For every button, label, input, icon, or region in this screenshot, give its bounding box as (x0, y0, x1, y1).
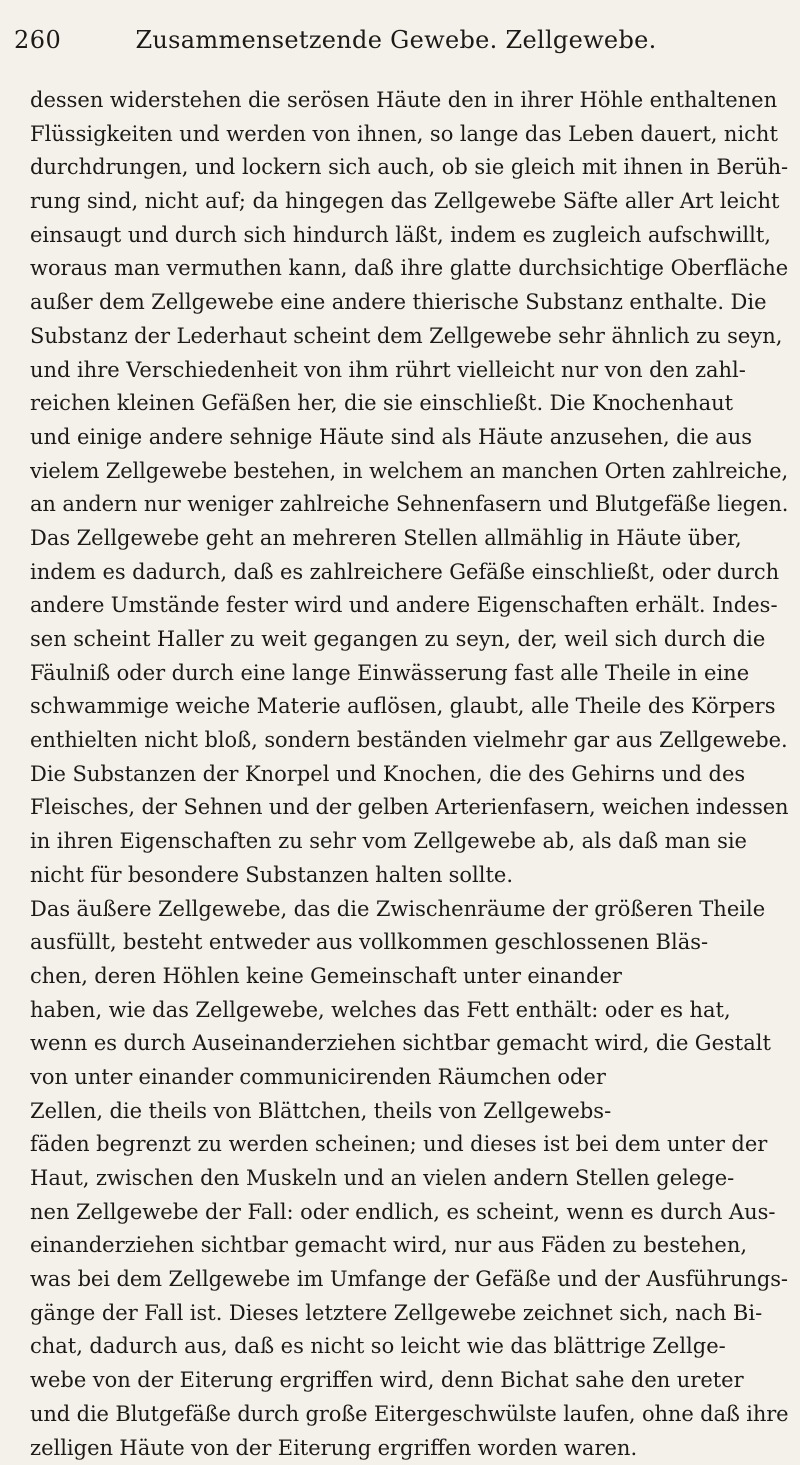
text-line: an andern nur weniger zahlreiche Sehnenfasern und Blutgefäße liegen. (30, 488, 788, 522)
text-line: andere Umstände fester wird und andere Eigenschaften erhält. Indes- (30, 589, 788, 623)
text-line: durchdrungen, und lockern sich auch, ob sie gleich mit ihnen in Berüh- (30, 151, 788, 185)
text-line: einanderziehen sichtbar gemacht wird, nur aus Fäden zu bestehen, (30, 1229, 788, 1263)
text-line: Die Substanzen der Knorpel und Knochen, die des Gehirns und des (30, 758, 788, 792)
text-line: haben, wie das Zellgewebe, welches das Fett enthält: oder es hat, (30, 994, 788, 1028)
text-line: chat, dadurch aus, daß es nicht so leicht wie das blättrige Zellge- (30, 1330, 788, 1364)
text-line: und ihre Verschiedenheit von ihm rührt vielleicht nur von den zahl- (30, 354, 788, 388)
text-line: Flüssigkeiten und werden von ihnen, so lange das Leben dauert, nicht (30, 118, 788, 152)
text-line: Substanz der Lederhaut scheint dem Zellgewebe sehr ähnlich zu seyn, (30, 320, 788, 354)
text-line: schwammige weiche Materie auflösen, glaubt, alle Theile des Körpers (30, 690, 788, 724)
text-line: Fäulniß oder durch eine lange Einwässerung fast alle Theile in eine (30, 657, 788, 691)
text-line: nen Zellgewebe der Fall: oder endlich, es scheint, wenn es durch Aus- (30, 1196, 788, 1230)
text-line: indem es dadurch, daß es zahlreichere Gefäße einschließt, oder durch (30, 556, 788, 590)
text-line: zelligen Häute von der Eiterung ergriffen worden waren. (30, 1432, 788, 1465)
text-line: einsaugt und durch sich hindurch läßt, indem es zugleich aufschwillt, (30, 219, 788, 253)
text-line: außer dem Zellgewebe eine andere thierische Substanz enthalte. Die (30, 286, 788, 320)
text-line: rung sind, nicht auf; da hingegen das Zellgewebe Säfte aller Art leicht (30, 185, 788, 219)
text-line: und die Blutgefäße durch große Eitergeschwülste laufen, ohne daß ihre (30, 1398, 788, 1432)
text-line: nicht für besondere Substanzen halten sollte. (30, 859, 788, 893)
text-line: ausfüllt, besteht entweder aus vollkommen geschlossenen Bläs- (30, 926, 788, 960)
text-line: chen, deren Höhlen keine Gemeinschaft unter einander (30, 960, 788, 994)
text-line: wenn es durch Auseinanderziehen sichtbar gemacht wird, die Gestalt (30, 1027, 788, 1061)
text-line: reichen kleinen Gefäßen her, die sie einschließt. Die Knochenhaut (30, 387, 788, 421)
text-line: enthielten nicht bloß, sondern beständen vielmehr gar aus Zellgewebe. (30, 724, 788, 758)
text-line: Haut, zwischen den Muskeln und an vielen andern Stellen gelege- (30, 1162, 788, 1196)
text-line: fäden begrenzt zu werden scheinen; und dieses ist bei dem unter der (30, 1128, 788, 1162)
text-line: woraus man vermuthen kann, daß ihre glatte durchsichtige Oberfläche (30, 252, 788, 286)
text-line: Das Zellgewebe geht an mehreren Stellen allmählig in Häute über, (30, 522, 788, 556)
running-head: Zusammensetzende Gewebe. Zellgewebe. (14, 26, 778, 54)
text-line: in ihren Eigenschaften zu sehr vom Zellgewebe ab, als daß man sie (30, 825, 788, 859)
text-line: webe von der Eiterung ergriffen wird, denn Bichat sahe den ureter (30, 1364, 788, 1398)
text-line: vielem Zellgewebe bestehen, in welchem an manchen Orten zahlreiche, (30, 455, 788, 489)
text-line: und einige andere sehnige Häute sind als Häute anzusehen, die aus (30, 421, 788, 455)
text-line: von unter einander communicirenden Räumchen oder (30, 1061, 788, 1095)
text-line: Das äußere Zellgewebe, das die Zwischenräume der größeren Theile (30, 893, 788, 927)
text-line: Zellen, die theils von Blättchen, theils von Zellgewebs- (30, 1095, 788, 1129)
page-header (14, 22, 778, 58)
page-number: 260 (14, 26, 61, 54)
text-line: sen scheint Haller zu weit gegangen zu seyn, der, weil sich durch die (30, 623, 788, 657)
body-text (30, 84, 788, 1465)
text-line: gänge der Fall ist. Dieses letztere Zellgewebe zeichnet sich, nach Bi- (30, 1297, 788, 1331)
text-line: dessen widerstehen die serösen Häute den in ihrer Höhle enthaltenen (30, 84, 788, 118)
text-line: Fleisches, der Sehnen und der gelben Arterienfasern, weichen indessen (30, 791, 788, 825)
text-line: was bei dem Zellgewebe im Umfange der Gefäße und der Ausführungs- (30, 1263, 788, 1297)
